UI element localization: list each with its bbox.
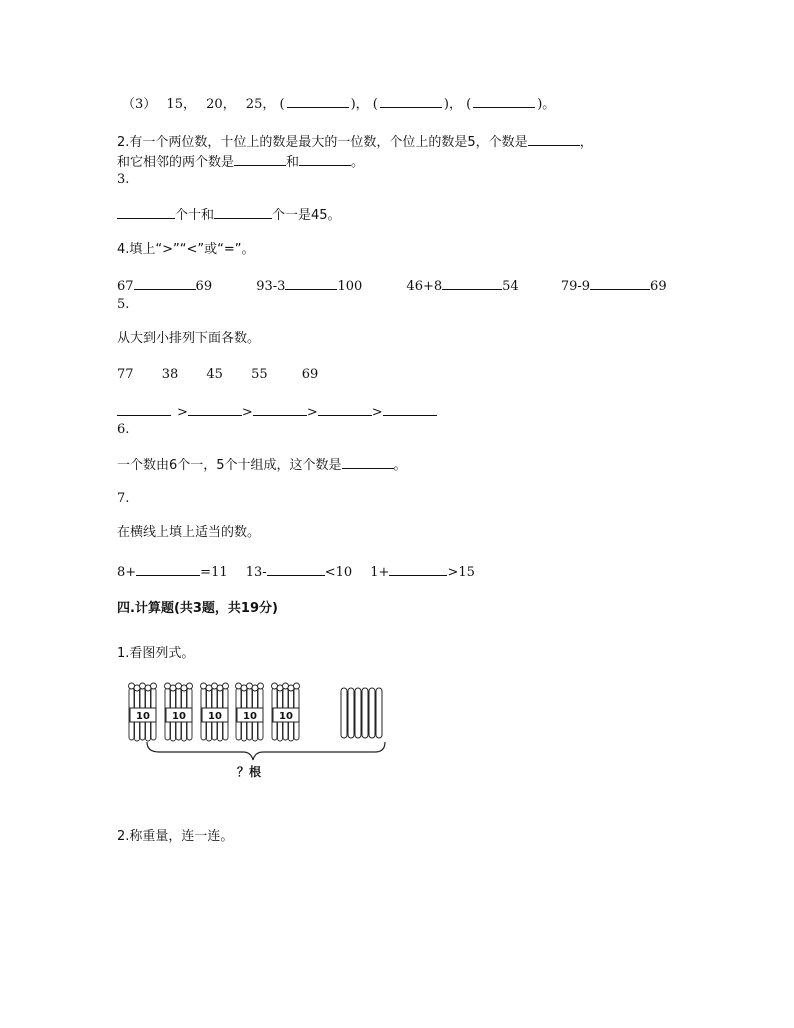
- sequence-question-line: （3） 15， 20， 25， ( )， ( )， ( )。: [122, 94, 555, 114]
- q4-comparisons: 67 69 93-3 100 46+8 54 79-9 69: [117, 276, 667, 296]
- answer-blank-paren[interactable]: ( ): [373, 94, 449, 114]
- loose-sticks: [341, 688, 382, 738]
- q5-text: 从大到小排列下面各数。: [117, 331, 261, 346]
- q6-text: 一个数由6个一，5个十组成，这个数是 。: [117, 455, 407, 475]
- compare-blank[interactable]: [285, 276, 337, 290]
- c1-title: 1.看图列式。: [117, 646, 195, 661]
- q4-title: 4.填上“>”“<”或“=”。: [117, 242, 255, 257]
- answer-blank[interactable]: [528, 132, 580, 146]
- order-blank[interactable]: [188, 402, 242, 416]
- q2-line-1: 2.有一个两位数，十位上的数是最大的一位数，个位上的数是5，个数是 ，: [117, 132, 593, 152]
- stick-bundle: [165, 683, 193, 741]
- fill-blank[interactable]: [136, 562, 200, 576]
- curly-brace: [147, 742, 385, 760]
- sequence-number: 15，: [166, 97, 196, 112]
- q6-number: 6.: [117, 422, 130, 437]
- q5-number: 5.: [117, 297, 130, 312]
- stick-bundle: [201, 683, 229, 741]
- question-label: （3）: [122, 97, 157, 112]
- q3-number: 3.: [117, 172, 130, 187]
- bundle-label: 10: [172, 711, 186, 722]
- compare-blank[interactable]: [590, 276, 650, 290]
- order-blank[interactable]: [383, 402, 437, 416]
- stick-bundle: [236, 683, 264, 741]
- answer-blank-paren[interactable]: ( ): [466, 94, 542, 114]
- fill-blank[interactable]: [389, 562, 447, 576]
- answer-blank[interactable]: [342, 455, 394, 469]
- sequence-number: 20，: [206, 97, 236, 112]
- c2-title: 2.称重量，连一连。: [117, 829, 234, 844]
- sticks-illustration: [125, 680, 395, 780]
- answer-blank[interactable]: [117, 205, 175, 219]
- order-blank[interactable]: [117, 402, 171, 416]
- q7-equations: 8+ =11 13- <10 1+ >15: [117, 562, 475, 582]
- section-title: 四.计算题(共3题，共19分): [117, 601, 278, 616]
- q7-text: 在横线上填上适当的数。: [117, 525, 261, 540]
- sequence-number: 25，: [245, 97, 276, 112]
- bundle-label: 10: [243, 711, 257, 722]
- stick-bundle: [129, 683, 157, 741]
- order-blank[interactable]: [318, 402, 372, 416]
- q7-number: 7.: [117, 491, 130, 506]
- bundle-label: 10: [279, 711, 293, 722]
- brace-caption: ？根: [237, 765, 262, 779]
- compare-blank[interactable]: [134, 276, 196, 290]
- answer-blank[interactable]: [214, 205, 272, 219]
- q5-order-blanks: > > > >: [117, 402, 437, 422]
- bundle-label: 10: [208, 711, 222, 722]
- answer-blank[interactable]: [234, 152, 286, 166]
- stick-bundles: [129, 683, 300, 741]
- stick-bundle: [272, 683, 300, 741]
- q5-numbers: 77 38 45 55 69: [117, 367, 319, 382]
- q2-line-2: 和它相邻的两个数是 和 。: [117, 152, 364, 172]
- answer-blank-paren[interactable]: ( ): [279, 94, 355, 114]
- compare-blank[interactable]: [442, 276, 502, 290]
- fill-blank[interactable]: [267, 562, 325, 576]
- answer-blank[interactable]: [299, 152, 351, 166]
- order-blank[interactable]: [253, 402, 307, 416]
- q3-text: 个十和 个一是45。: [117, 205, 341, 225]
- bundle-label: 10: [136, 711, 150, 722]
